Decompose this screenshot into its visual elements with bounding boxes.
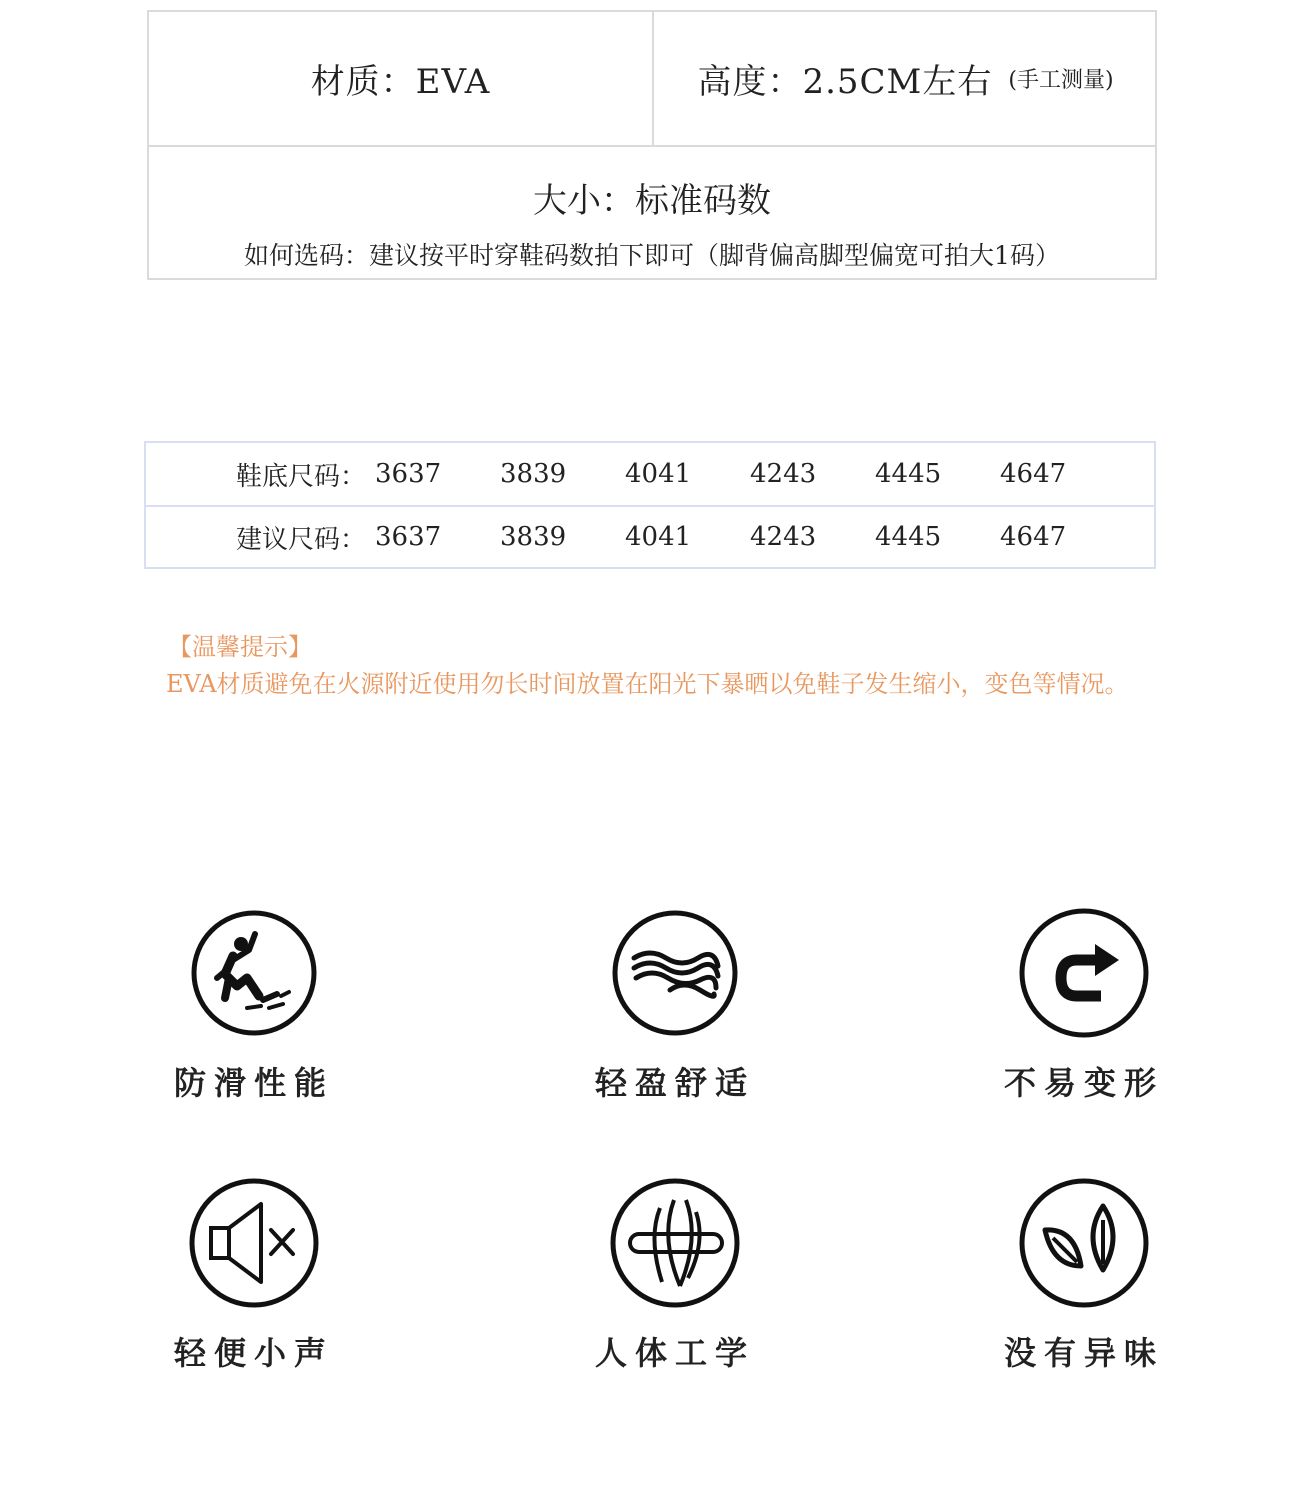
tip-text: EVA材质避免在火源附近使用勿长时间放置在阳光下暴晒以免鞋子发生缩小，变色等情况。 [166,670,1129,698]
feature-ergonomic [555,1178,795,1374]
size-row-label: 建议尺码： [236,524,367,555]
size-value: 3839 [500,459,567,489]
size-text: 大小：标准码数 [533,181,771,221]
spec-cell-material [149,12,654,145]
anti-slip-icon [189,908,319,1038]
wave-lines-icon [610,908,740,1038]
spec-cell-size [149,147,1155,280]
size-row-label: 鞋底尺码： [236,461,367,492]
size-value: 4647 [1000,459,1067,489]
size-table [144,441,1156,569]
feature-label: 人体工学 [594,1334,755,1372]
spec-table [147,10,1157,280]
feature-anti-slip [134,908,374,1104]
muted-speaker-icon [189,1178,319,1308]
size-value: 4647 [1000,522,1067,552]
size-value: 3637 [375,522,442,552]
feature-label: 没有异味 [1003,1334,1164,1372]
height-text: 高度：2.5CM左右 [697,62,993,102]
size-value: 4445 [875,522,942,552]
leaf-icon [1019,1178,1149,1308]
ergonomic-sole-icon [610,1178,740,1308]
spec-cell-height [654,12,1157,145]
size-value: 4041 [625,459,692,489]
feature-label: 轻便小声 [173,1334,334,1372]
size-help-text: 如何选码：建议按平时穿鞋码数拍下即可（脚背偏高脚型偏宽可拍大1码） [244,241,1060,270]
redo-arrow-icon [1019,908,1149,1038]
height-note: (手工测量) [1008,68,1114,93]
feature-lightweight [555,908,795,1104]
feature-no-odor [964,1178,1204,1374]
table-row [146,506,1154,568]
size-value: 4041 [625,522,692,552]
spec-row-material-height [149,12,1155,147]
size-value: 4445 [875,459,942,489]
feature-quiet [134,1178,374,1374]
table-row [146,443,1154,507]
feature-label: 轻盈舒适 [594,1064,755,1102]
size-value: 4243 [750,522,817,552]
tip-title: 【温馨提示】 [168,633,312,661]
size-value: 4243 [750,459,817,489]
size-value: 3637 [375,459,442,489]
size-value: 3839 [500,522,567,552]
feature-label: 不易变形 [1003,1064,1164,1102]
material-text: 材质：EVA [310,62,491,102]
feature-no-deform [964,908,1204,1104]
feature-label: 防滑性能 [173,1064,334,1102]
